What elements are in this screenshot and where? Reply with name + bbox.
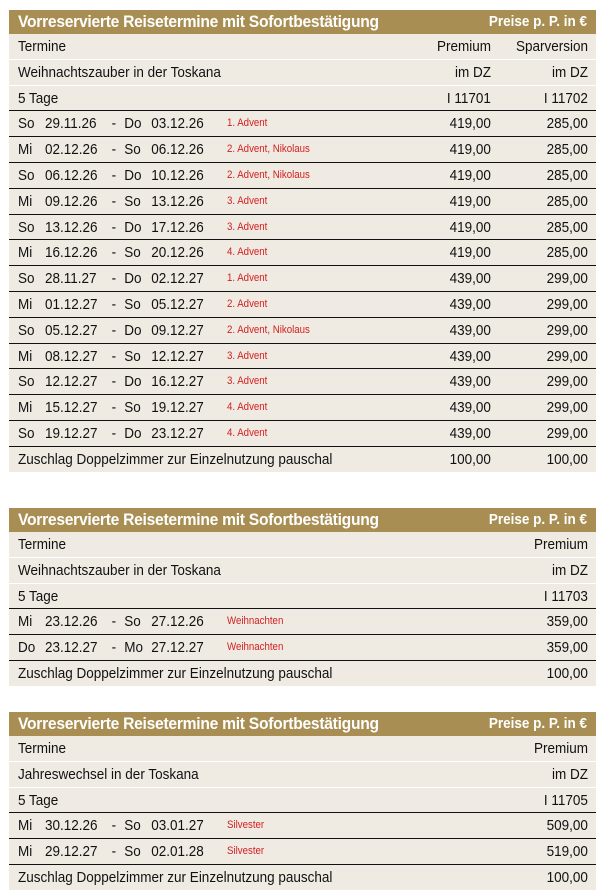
head-row: Termine Premium [9,736,596,762]
price-sparversion: 285,00 [546,244,588,262]
surcharge-row: Zuschlag Doppelzimmer zur Einzelnutzung pauschal 100,00 [9,661,596,687]
end-weekday: So [124,399,141,417]
price-premium: 439,00 [449,270,491,288]
table-row [9,635,596,661]
price-sparversion: 299,00 [546,399,588,417]
end-weekday: So [124,295,141,313]
date-range [18,189,204,214]
price-premium: 419,00 [449,244,491,262]
occasion-note: 4. Advent [227,401,268,414]
date-range [18,266,204,291]
end-weekday: So [124,613,141,631]
start-date: 06.12.26 [45,166,98,184]
occasion-note: 1. Advent [227,272,268,285]
price-sparversion: 285,00 [546,141,588,159]
end-weekday: Do [124,115,142,133]
head-row: 5 Tage I 11705 [9,788,596,814]
price-premium: 359,00 [546,639,588,657]
start-weekday: So [18,321,35,339]
table-row [9,839,596,865]
date-separator: - [111,321,117,339]
occasion-note: 3. Advent [227,349,268,362]
date-rows [9,609,596,661]
table-row [9,609,596,635]
date-range [18,369,204,394]
start-date: 12.12.27 [45,373,98,391]
start-weekday: Do [18,639,36,657]
occasion-note: 1. Advent [227,117,268,130]
price-premium: 439,00 [449,399,491,417]
occasion-note: Silvester [227,819,265,832]
end-date: 02.12.27 [151,270,204,288]
date-rows [9,813,596,865]
price-table-1 [9,10,596,473]
start-date: 16.12.26 [45,244,98,262]
start-date: 08.12.27 [45,347,98,365]
price-premium: 439,00 [449,321,491,339]
date-separator: - [111,295,117,313]
date-rows [9,111,596,446]
end-date: 27.12.27 [151,639,204,657]
price-sparversion: 285,00 [546,115,588,133]
price-sparversion: 299,00 [546,424,588,442]
surcharge-row: Zuschlag Doppelzimmer zur Einzelnutzung pauschal 100,00 100,00 [9,447,596,473]
date-separator: - [111,399,117,417]
price-sparversion: 285,00 [546,192,588,210]
occasion-note: 3. Advent [227,375,268,388]
date-separator: - [111,115,117,133]
end-date: 02.01.28 [151,843,204,861]
end-date: 16.12.27 [151,373,204,391]
start-weekday: So [18,373,35,391]
price-premium: 419,00 [449,166,491,184]
date-range [18,609,204,634]
start-date: 29.12.27 [45,843,98,861]
table-title: Vorreservierte Reisetermine mit Sofortbestätigung [18,714,379,733]
head-row: Termine Premium [9,532,596,558]
date-range [18,137,204,162]
start-weekday: Mi [18,817,33,835]
end-weekday: So [124,141,141,159]
date-separator: - [111,347,117,365]
price-sparversion: 299,00 [546,347,588,365]
end-weekday: Do [124,166,142,184]
end-weekday: So [124,192,141,210]
occasion-note: 2. Advent, Nikolaus [227,143,310,156]
date-range [18,839,204,864]
head-row: 5 Tage I 11703 [9,584,596,610]
price-premium: 439,00 [449,347,491,365]
surcharge-row: Zuschlag Doppelzimmer zur Einzelnutzung pauschal 100,00 [9,865,596,891]
table-row [9,813,596,839]
start-date: 05.12.27 [45,321,98,339]
start-date: 29.11.26 [45,115,97,133]
date-separator: - [111,373,117,391]
table-header-bar [9,508,596,532]
occasion-note: 2. Advent, Nikolaus [227,168,310,181]
table-row [9,266,596,292]
table-row [9,292,596,318]
price-premium: 439,00 [449,424,491,442]
date-separator: - [111,192,117,210]
date-range [18,318,204,343]
occasion-note: 3. Advent [227,194,268,207]
price-premium: 419,00 [449,141,491,159]
end-date: 06.12.26 [151,141,204,159]
table-row [9,240,596,266]
price-unit-label: Preise p. P. in € [488,715,587,732]
price-premium: 509,00 [546,817,588,835]
table-row [9,318,596,344]
date-range [18,635,204,660]
date-separator: - [111,817,117,835]
occasion-note: Silvester [227,845,265,858]
date-separator: - [111,166,117,184]
start-date: 23.12.26 [45,613,98,631]
end-date: 17.12.26 [151,218,204,236]
price-table-3 [9,712,596,891]
end-weekday: Do [124,321,142,339]
head-row: Weihnachtszauber in der Toskana im DZ [9,558,596,584]
price-premium: 439,00 [449,295,491,313]
date-range [18,240,204,265]
end-weekday: So [124,843,141,861]
price-premium: 359,00 [546,613,588,631]
price-table-2 [9,508,596,687]
date-separator: - [111,639,117,657]
table-row [9,111,596,137]
start-date: 15.12.27 [45,399,98,417]
start-weekday: So [18,218,35,236]
price-sparversion: 285,00 [546,218,588,236]
occasion-note: 2. Advent [227,297,268,310]
end-date: 03.01.27 [151,817,204,835]
date-range [18,395,204,420]
date-separator: - [111,141,117,159]
head-row: 5 Tage I 11701 I 11702 [9,86,596,112]
start-weekday: So [18,115,35,133]
table-title: Vorreservierte Reisetermine mit Sofortbestätigung [18,12,379,31]
occasion-note: 3. Advent [227,220,268,233]
end-weekday: So [124,347,141,365]
price-unit-label: Preise p. P. in € [488,511,587,528]
date-range [18,344,204,369]
table-header-bar [9,712,596,736]
end-date: 27.12.26 [151,613,204,631]
table-row [9,163,596,189]
price-unit-label: Preise p. P. in € [488,13,587,30]
start-weekday: Mi [18,192,33,210]
date-range [18,215,204,240]
end-weekday: Do [124,424,142,442]
head-row: Termine Premium Sparversion [9,34,596,60]
start-weekday: Mi [18,843,33,861]
start-weekday: So [18,270,35,288]
start-date: 01.12.27 [45,295,98,313]
end-weekday: So [124,817,141,835]
date-separator: - [111,843,117,861]
end-weekday: Do [124,270,142,288]
start-date: 19.12.27 [45,424,98,442]
end-weekday: Do [124,218,142,236]
date-separator: - [111,270,117,288]
head-row: Weihnachtszauber in der Toskana im DZ im DZ [9,60,596,86]
date-range [18,163,204,188]
price-sparversion: 299,00 [546,270,588,288]
end-date: 23.12.27 [151,424,204,442]
end-date: 19.12.27 [151,399,204,417]
date-range [18,813,204,838]
start-date: 02.12.26 [45,141,98,159]
end-date: 20.12.26 [151,244,204,262]
start-weekday: So [18,166,35,184]
start-weekday: Mi [18,347,33,365]
start-weekday: Mi [18,613,33,631]
date-range [18,111,204,136]
end-weekday: Mo [124,639,143,657]
table-row [9,395,596,421]
end-date: 03.12.26 [151,115,204,133]
start-date: 28.11.27 [45,270,97,288]
table-row [9,137,596,163]
head-row: Jahreswechsel in der Toskana im DZ [9,762,596,788]
price-premium: 439,00 [449,373,491,391]
date-separator: - [111,218,117,236]
occasion-note: 2. Advent, Nikolaus [227,323,310,336]
table-row [9,189,596,215]
start-date: 30.12.26 [45,817,98,835]
table-row [9,421,596,447]
price-sparversion: 299,00 [546,295,588,313]
price-premium: 419,00 [449,192,491,210]
end-date: 13.12.26 [151,192,204,210]
start-date: 13.12.26 [45,218,98,236]
occasion-note: 4. Advent [227,426,268,439]
table-header-bar [9,10,596,34]
start-date: 09.12.26 [45,192,98,210]
date-range [18,292,204,317]
occasion-note: Weihnachten [227,641,284,654]
start-weekday: Mi [18,141,33,159]
start-date: 23.12.27 [45,639,98,657]
table-row [9,344,596,370]
table-row [9,369,596,395]
date-range [18,421,204,446]
price-sparversion: 299,00 [546,321,588,339]
end-weekday: Do [124,373,142,391]
start-weekday: Mi [18,244,33,262]
end-date: 10.12.26 [151,166,204,184]
price-sparversion: 299,00 [546,373,588,391]
date-separator: - [111,613,117,631]
occasion-note: Weihnachten [227,615,284,628]
price-premium: 519,00 [546,843,588,861]
table-row [9,215,596,241]
end-date: 09.12.27 [151,321,204,339]
table-title: Vorreservierte Reisetermine mit Sofortbestätigung [18,510,379,529]
date-separator: - [111,424,117,442]
price-sparversion: 285,00 [546,166,588,184]
start-weekday: So [18,424,35,442]
price-premium: 419,00 [449,115,491,133]
price-premium: 419,00 [449,218,491,236]
end-weekday: So [124,244,141,262]
end-date: 05.12.27 [151,295,204,313]
start-weekday: Mi [18,295,33,313]
end-date: 12.12.27 [151,347,204,365]
occasion-note: 4. Advent [227,246,268,259]
date-separator: - [111,244,117,262]
start-weekday: Mi [18,399,33,417]
